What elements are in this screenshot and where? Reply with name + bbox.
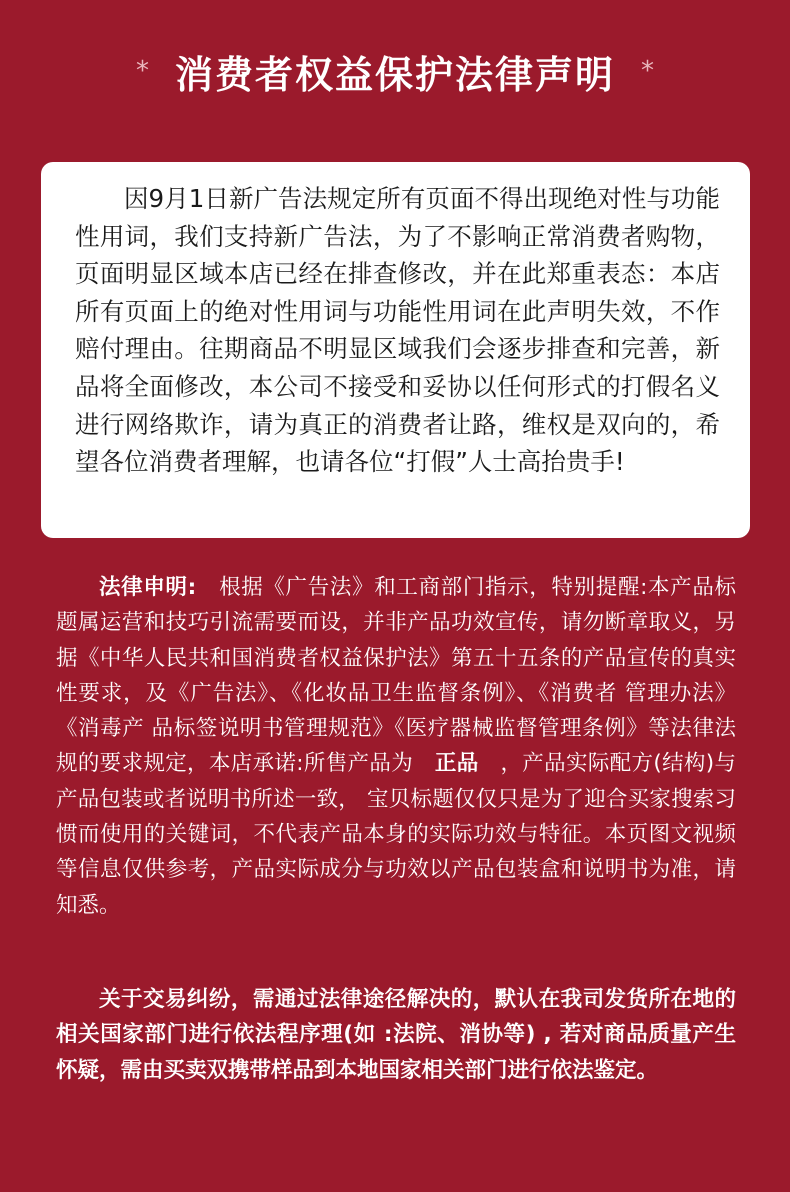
- notice-text: 因9月1日新广告法规定所有页面不得出现绝对性与功能性用词，我们支持新广告法，为了不影响正常消费者购物，页面明显区域本店已经在排查修改，并在此郑重表态：本店所有页面上的绝对性用词与功能性用词在此声明失效，不作赔付理由。往期商品不明显区域我们会逐步排查和完善，新品将全面修改，本公司不接受和妥协以任何形式的打假名义进行网络欺诈，请为真正的消费者让路，维权是双向的，希望各位消费者理解，也请各位“打假”人士高抬贵手!: [75, 184, 720, 477]
- star-icon: *: [641, 56, 654, 86]
- legal-declaration-text-2: ，产品实际配方(结构)与产品包装或者说明书所述一致， 宝贝标题仅仅只是为了迎合买家搜索习惯而使用的关键词，不代表产品本身的实际功效与特征。本页图文视频等信息仅供参考，产品实际成分与功效以产品包装盒和说明书为准，请知悉。: [56, 751, 736, 918]
- legal-declaration: [56, 570, 736, 923]
- genuine-product-emphasis: 正品: [434, 751, 479, 777]
- legal-declaration-text-1: 根据《广告法》和工商部门指示，特别提醒:本产品标题属运营和技巧引流需要而设，并非产品功效宣传，请勿断章取义，另据《中华人民共和国消费者权益保护法》第五十五条的产品宣传的真实性要求，及《广告法》、《化妆品卫生监督条例》、《消费者 管理办法》《消毒产 品标签说明书管理规范》《医疗器械监督管理条例》等法律法规的要求规定，本店承诺:所售产品为: [56, 575, 736, 777]
- dispute-resolution-text: 关于交易纠纷，需通过法律途径解决的，默认在我司发货所在地的相关国家部门进行依法程序理(如 :法院、消协等) , 若对商品质量产生怀疑，需由买卖双携带样品到本地国家相关部门进行依法鉴定。: [56, 987, 736, 1083]
- legal-declaration-label: 法律申明:: [99, 575, 197, 600]
- header: [0, 40, 790, 102]
- star-icon: *: [135, 56, 149, 86]
- page-title: 消费者权益保护法律声明: [174, 52, 615, 97]
- notice-card: [41, 162, 750, 538]
